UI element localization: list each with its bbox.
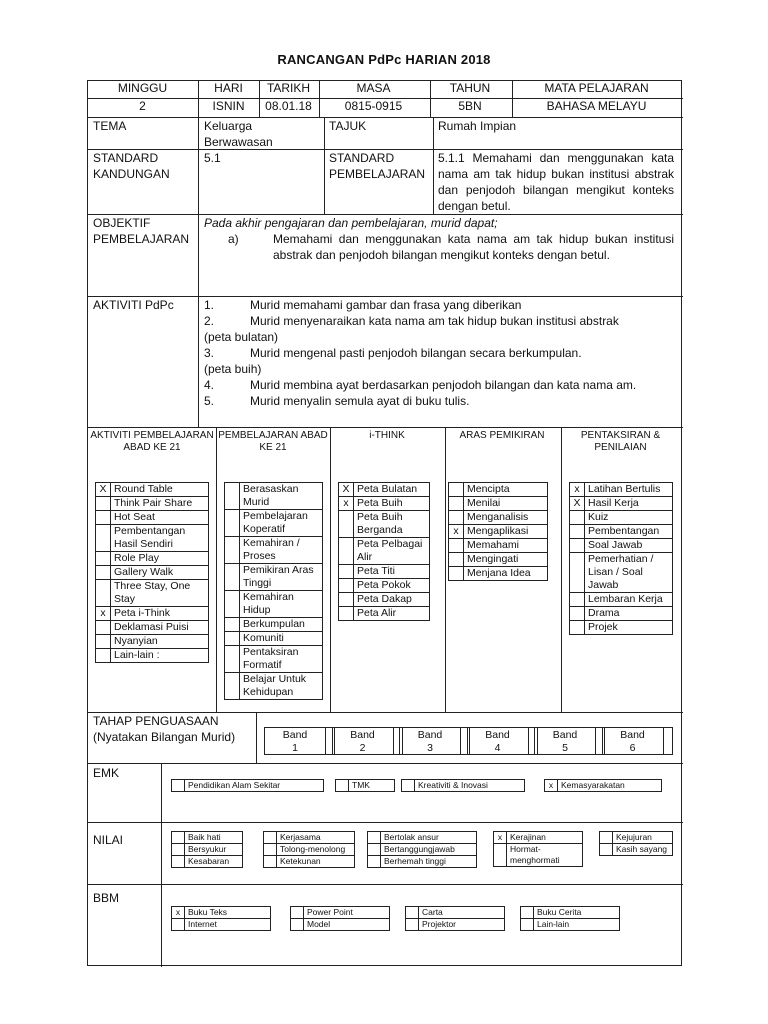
bbm-option-label: Lain-lain — [534, 919, 620, 931]
pentaksiran-row — [570, 525, 673, 539]
pembelajaran-row — [225, 483, 323, 510]
ithink-option-label: Peta Alir — [354, 607, 430, 621]
abad21-option-label: Peta i-Think — [111, 607, 209, 621]
nilai-option-row — [368, 856, 477, 868]
nilai-option-row — [368, 832, 477, 844]
nilai-option-row — [494, 844, 583, 867]
nilai-option-checkbox[interactable] — [264, 844, 277, 856]
ithink-heading: i-THINK — [369, 430, 405, 441]
band-count-box[interactable] — [663, 727, 673, 755]
bbm-option-label: Model — [304, 919, 390, 931]
pembelajaran-checkbox[interactable] — [225, 483, 240, 510]
ithink-row — [339, 593, 430, 607]
pembelajaran-row — [225, 537, 323, 564]
bbm-option-row — [521, 919, 620, 931]
ithink-option-label: Peta Titi — [354, 565, 430, 579]
pentaksiran-row — [570, 511, 673, 525]
pentaksiran-checkbox[interactable] — [570, 525, 585, 539]
nilai-option-label: Bersyukur — [185, 844, 243, 856]
page-title: RANCANGAN PdPc HARIAN 2018 — [277, 52, 491, 67]
pembelajaran-option-label: Belajar Untuk Kehidupan — [240, 673, 323, 700]
aras-option-label: Menjana Idea — [464, 567, 548, 581]
ithink-option-label: Peta Bulatan — [354, 483, 430, 497]
aras-row — [449, 483, 548, 497]
abad21-row — [96, 483, 209, 497]
bbm-option-row — [291, 907, 390, 919]
bbm-option-row — [521, 907, 620, 919]
ithink-checkbox[interactable] — [339, 579, 354, 593]
nilai-option-checkbox[interactable] — [368, 844, 381, 856]
abad21-checkbox[interactable] — [96, 635, 111, 649]
nilai-option-label: Bertolak ansur — [381, 832, 477, 844]
nilai-option-checkbox[interactable] — [600, 832, 613, 844]
pentaksiran-option-label: Pemerhatian / Lisan / Soal Jawab — [585, 553, 673, 593]
emk-option-row — [545, 780, 662, 792]
aras-row — [449, 567, 548, 581]
nilai-option-label: Tolong-menolong — [277, 844, 355, 856]
standard-kandungan-label: STANDARD KANDUNGAN — [93, 151, 170, 181]
value-tarikh: 08.01.18 — [265, 99, 312, 113]
band-label: Band — [485, 729, 510, 741]
aras-heading: ARAS PEMIKIRAN — [459, 430, 545, 441]
nilai-option-row — [172, 856, 243, 868]
pembelajaran-row — [225, 564, 323, 591]
abad21-option-label: Think Pair Share — [111, 497, 209, 511]
ithink-option-label: Peta Buih Berganda — [354, 511, 430, 538]
bbm-label: BBM — [93, 891, 120, 905]
aras-checkbox[interactable] — [449, 539, 464, 553]
abad21-checkbox[interactable] — [96, 511, 111, 525]
bbm-option — [171, 906, 271, 931]
abad21-row — [96, 511, 209, 525]
nilai-option-row — [172, 844, 243, 856]
tema-value: Keluarga Berwawasan — [204, 119, 273, 149]
step-text: Murid menyalin semula ayat di buku tulis. — [250, 394, 470, 408]
aras-checkbox[interactable] — [449, 511, 464, 525]
pembelajaran-checkbox[interactable] — [225, 591, 240, 618]
band-number: 2 — [359, 742, 366, 754]
band-box[interactable] — [332, 727, 394, 755]
aktiviti-step — [204, 297, 678, 313]
emk-option-row — [402, 780, 525, 792]
nilai-option-row — [368, 844, 477, 856]
ithink-row — [339, 579, 430, 593]
bbm-option-checkbox[interactable] — [406, 907, 419, 919]
nilai-option-label: Hormat-menghormati — [507, 844, 583, 867]
aras-row — [449, 497, 548, 511]
bbm-option-checkbox[interactable] — [406, 919, 419, 931]
abad21-checkbox[interactable] — [96, 497, 111, 511]
abad21-row — [96, 607, 209, 621]
ithink-checkbox[interactable]: X — [339, 483, 354, 497]
pentaksiran-checkbox[interactable] — [570, 539, 585, 553]
step-text: Murid mengenal pasti penjodoh bilangan secara berkumpulan. — [250, 346, 582, 360]
nilai-option-label: Ketekunan — [277, 856, 355, 868]
header-mata-pelajaran: MATA PELAJARAN — [544, 81, 649, 95]
nilai-option-row — [264, 832, 355, 844]
pentaksiran-checkbox[interactable] — [570, 553, 585, 593]
aras-option-label: Menganalisis — [464, 511, 548, 525]
pembelajaran-checkbox[interactable] — [225, 510, 240, 537]
ithink-row — [339, 565, 430, 579]
aktiviti-step — [204, 377, 678, 393]
band-number: 4 — [494, 742, 501, 754]
header-masa: MASA — [356, 81, 391, 95]
tajuk-label: TAJUK — [329, 119, 367, 133]
aras-option-label: Memahami — [464, 539, 548, 553]
band-label: Band — [552, 729, 578, 741]
tajuk-value: Rumah Impian — [438, 119, 517, 133]
aras-checkbox[interactable]: x — [449, 525, 464, 539]
objektif-item: Memahami dan menggunakan kata nama am tak hidup bukan institusi abstrak dan penjodoh bilangan mengikut konteks dengan betul. — [273, 232, 674, 262]
aras-checkbox[interactable] — [449, 497, 464, 511]
tahap-sublabel: (Nyatakan Bilangan Murid) — [93, 730, 236, 744]
abad21-checkbox[interactable] — [96, 621, 111, 635]
pentaksiran-option-label: Pembentangan — [585, 525, 673, 539]
step-text: Murid membina ayat berdasarkan penjodoh bilangan dan kata nama am. — [250, 378, 637, 392]
nilai-option-row — [600, 844, 673, 856]
bbm-option-label: Internet — [185, 919, 271, 931]
pentaksiran-row — [570, 621, 673, 635]
bbm-option-label: Buku Cerita — [534, 907, 620, 919]
emk-option-checkbox[interactable] — [402, 780, 415, 792]
nilai-option-checkbox[interactable] — [264, 832, 277, 844]
nilai-option-checkbox[interactable] — [264, 856, 277, 868]
header-tahun: TAHUN — [449, 81, 491, 95]
band-box[interactable] — [534, 727, 596, 755]
ithink-row — [339, 607, 430, 621]
ithink-option-label: Peta Dakap — [354, 593, 430, 607]
abad21-row — [96, 621, 209, 635]
band-box[interactable] — [602, 727, 664, 755]
pembelajaran-checkbox[interactable] — [225, 564, 240, 591]
pentaksiran-row — [570, 553, 673, 593]
value-mata-pelajaran: BAHASA MELAYU — [546, 99, 647, 113]
bbm-option-label: Buku Teks — [185, 907, 271, 919]
pembelajaran-checkbox[interactable] — [225, 632, 240, 646]
pentaksiran-row — [570, 483, 673, 497]
nilai-option — [493, 831, 583, 867]
bbm-option-row — [172, 907, 271, 919]
emk-option-checkbox[interactable] — [172, 780, 185, 792]
abad21-row — [96, 635, 209, 649]
abad21-checkbox[interactable]: x — [96, 607, 111, 621]
pentaksiran-row — [570, 497, 673, 511]
bbm-option — [290, 906, 390, 931]
ithink-checkbox[interactable] — [339, 538, 354, 565]
nilai-option-label: Kerjasama — [277, 832, 355, 844]
emk-option-row — [336, 780, 395, 792]
nilai-option-row — [264, 856, 355, 868]
pentaksiran-checkbox[interactable] — [570, 511, 585, 525]
nilai-option — [171, 831, 243, 868]
ithink-row — [339, 483, 430, 497]
pembelajaran-option-label: Komuniti — [240, 632, 323, 646]
header-minggu: MINGGU — [117, 81, 168, 95]
ithink-option-label: Peta Pokok — [354, 579, 430, 593]
pembelajaran-option-label: Kemahiran / Proses — [240, 537, 323, 564]
band-number: 1 — [292, 742, 298, 754]
abad21-heading: AKTIVITI PEMBELAJARAN ABAD KE 21 — [90, 430, 214, 453]
pembelajaran-checklist — [224, 482, 323, 700]
bbm-option-checkbox[interactable]: x — [172, 907, 185, 919]
abad21-option-label: Nyanyian — [111, 635, 209, 649]
step-number: 4. — [204, 378, 215, 392]
abad21-checkbox[interactable] — [96, 566, 111, 580]
ithink-row — [339, 511, 430, 538]
abad21-checkbox[interactable] — [96, 552, 111, 566]
abad21-checklist — [95, 482, 209, 663]
aktiviti-step — [204, 393, 678, 409]
pentaksiran-option-label: Hasil Kerja — [585, 497, 673, 511]
abad21-checkbox[interactable]: X — [96, 483, 111, 497]
abad21-option-label: Gallery Walk — [111, 566, 209, 580]
emk-option-label: Kreativiti & Inovasi — [415, 780, 525, 792]
emk-option-checkbox[interactable]: x — [545, 780, 558, 792]
nilai-option — [263, 831, 355, 868]
nilai-option-checkbox[interactable] — [368, 832, 381, 844]
emk-option — [401, 779, 525, 792]
bbm-option-label: Carta — [419, 907, 505, 919]
abad21-checkbox[interactable] — [96, 580, 111, 607]
nilai-option — [367, 831, 477, 868]
pentaksiran-row — [570, 607, 673, 621]
aktiviti-steps — [204, 297, 678, 409]
abad21-option-label: Round Table — [111, 483, 209, 497]
band-box[interactable] — [399, 727, 461, 755]
pembelajaran-row — [225, 632, 323, 646]
aras-option-label: Mencipta — [464, 483, 548, 497]
pembelajaran-checkbox[interactable] — [225, 673, 240, 700]
pentaksiran-checkbox[interactable] — [570, 593, 585, 607]
ithink-checkbox[interactable] — [339, 593, 354, 607]
abad21-row — [96, 552, 209, 566]
emk-option-label: TMK — [349, 780, 395, 792]
pentaksiran-checkbox[interactable]: X — [570, 497, 585, 511]
step-number: 3. — [204, 346, 215, 360]
nilai-option-label: Baik hati — [185, 832, 243, 844]
emk-option — [335, 779, 395, 792]
step-note: (peta buih) — [204, 362, 262, 376]
emk-option — [171, 779, 324, 792]
emk-option-row — [172, 780, 324, 792]
step-note: (peta bulatan) — [204, 330, 279, 344]
pentaksiran-option-label: Soal Jawab — [585, 539, 673, 553]
ithink-option-label: Peta Pelbagai Alir — [354, 538, 430, 565]
pembelajaran-option-label: Pemikiran Aras Tinggi — [240, 564, 323, 591]
pembelajaran-row — [225, 510, 323, 537]
value-masa: 0815-0915 — [344, 99, 403, 113]
aras-checklist — [448, 482, 548, 581]
nilai-option-row — [600, 832, 673, 844]
objektif-marker: a) — [228, 232, 239, 246]
nilai-option-checkbox[interactable]: x — [494, 832, 507, 844]
pembelajaran-row — [225, 646, 323, 673]
pentaksiran-checklist — [569, 482, 673, 635]
bbm-option — [520, 906, 620, 931]
bbm-option-checkbox[interactable] — [291, 907, 304, 919]
nilai-label: NILAI — [93, 833, 124, 847]
step-number: 1. — [204, 298, 215, 312]
aktiviti-label: AKTIVITI PdPc — [93, 298, 174, 312]
abad21-option-label: Hot Seat — [111, 511, 209, 525]
nilai-option-label: Berhemah tinggi — [381, 856, 477, 868]
abad21-row — [96, 566, 209, 580]
aras-row — [449, 539, 548, 553]
tahap-label: TAHAP PENGUASAAN — [93, 714, 219, 728]
pentaksiran-checkbox[interactable] — [570, 607, 585, 621]
emk-label: EMK — [93, 766, 120, 780]
nilai-option — [599, 831, 673, 856]
ithink-row — [339, 538, 430, 565]
band-label: Band — [417, 729, 443, 741]
nilai-option-label: Kerajinan — [507, 832, 583, 844]
bbm-option-checkbox[interactable] — [172, 919, 185, 931]
step-number: 5. — [204, 394, 215, 408]
band-box[interactable] — [264, 727, 326, 755]
aras-row — [449, 511, 548, 525]
pentaksiran-option-label: Latihan Bertulis — [585, 483, 673, 497]
aktiviti-step — [204, 313, 678, 329]
aras-option-label: Menilai — [464, 497, 548, 511]
standard-pembelajaran-value: 5.1.1 Memahami dan menggunakan kata nama am tak hidup bukan institusi abstrak dan penjodoh bilangan mengikut konteks dengan betul. — [438, 151, 674, 213]
step-text: Murid memahami gambar dan frasa yang diberikan — [250, 298, 522, 312]
bbm-option-label: Power Point — [304, 907, 390, 919]
ithink-checkbox[interactable] — [339, 511, 354, 538]
emk-option-label: Pendidikan Alam Sekitar — [185, 780, 324, 792]
nilai-option-checkbox[interactable] — [172, 856, 185, 868]
pentaksiran-heading: PENTAKSIRAN & PENILAIAN — [580, 430, 661, 453]
aras-checkbox[interactable] — [449, 483, 464, 497]
pentaksiran-option-label: Kuiz — [585, 511, 673, 525]
aras-option-label: Mengingati — [464, 553, 548, 567]
pembelajaran-option-label: Pembelajaran Koperatif — [240, 510, 323, 537]
tema-label: TEMA — [93, 119, 127, 133]
nilai-option-checkbox[interactable] — [494, 844, 507, 867]
pembelajaran-option-label: Pentaksiran Formatif — [240, 646, 323, 673]
ithink-option-label: Peta Buih — [354, 497, 430, 511]
bbm-option-checkbox[interactable] — [521, 919, 534, 931]
bbm-option-row — [172, 919, 271, 931]
nilai-option-row — [264, 844, 355, 856]
nilai-option-label: Kesabaran — [185, 856, 243, 868]
bbm-option-row — [406, 919, 505, 931]
value-minggu: 2 — [139, 99, 146, 113]
pentaksiran-checkbox[interactable] — [570, 621, 585, 635]
nilai-option-row — [172, 832, 243, 844]
nilai-option-checkbox[interactable] — [172, 844, 185, 856]
emk-option-checkbox[interactable] — [336, 780, 349, 792]
ithink-checkbox[interactable]: x — [339, 497, 354, 511]
abad21-option-label: Deklamasi Puisi — [111, 621, 209, 635]
bbm-option — [405, 906, 505, 931]
pembelajaran-checkbox[interactable] — [225, 618, 240, 632]
standard-kandungan-value: 5.1 — [204, 151, 221, 165]
band-number: 6 — [629, 742, 636, 754]
aras-checkbox[interactable] — [449, 553, 464, 567]
abad21-row — [96, 525, 209, 552]
pentaksiran-checkbox[interactable]: x — [570, 483, 585, 497]
band-label: Band — [620, 729, 645, 741]
emk-option-label: Kemasyarakatan — [558, 780, 662, 792]
band-label: Band — [350, 729, 375, 741]
pembelajaran-heading: PEMBELAJARAN ABAD KE 21 — [218, 430, 328, 453]
abad21-row — [96, 497, 209, 511]
pentaksiran-row — [570, 539, 673, 553]
bbm-option-row — [406, 907, 505, 919]
pembelajaran-option-label: Berasaskan Murid — [240, 483, 323, 510]
abad21-row — [96, 580, 209, 607]
aras-checkbox[interactable] — [449, 567, 464, 581]
bbm-option-checkbox[interactable] — [291, 919, 304, 931]
nilai-option-checkbox[interactable] — [600, 844, 613, 856]
nilai-option-checkbox[interactable] — [172, 832, 185, 844]
band-number: 5 — [562, 742, 568, 754]
pembelajaran-row — [225, 673, 323, 700]
pembelajaran-checkbox[interactable] — [225, 537, 240, 564]
nilai-option-label: Kejujuran — [613, 832, 673, 844]
abad21-checkbox[interactable] — [96, 649, 111, 663]
ithink-checklist — [338, 482, 430, 621]
pentaksiran-row — [570, 593, 673, 607]
standard-pembelajaran-label: STANDARD PEMBELAJARAN — [329, 151, 426, 181]
ithink-checkbox[interactable] — [339, 607, 354, 621]
bbm-option-row — [291, 919, 390, 931]
objektif-label: OBJEKTIF PEMBELAJARAN — [93, 216, 190, 246]
value-hari: ISNIN — [212, 99, 245, 113]
abad21-checkbox[interactable] — [96, 525, 111, 552]
band-number: 3 — [427, 742, 433, 754]
bbm-option-label: Projektor — [419, 919, 505, 931]
nilai-option-checkbox[interactable] — [368, 856, 381, 868]
pembelajaran-option-label: Berkumpulan — [240, 618, 323, 632]
abad21-option-label: Pembentangan Hasil Sendiri — [111, 525, 209, 552]
pentaksiran-option-label: Projek — [585, 621, 673, 635]
emk-option — [544, 779, 662, 792]
header-hari: HARI — [214, 81, 243, 95]
pembelajaran-checkbox[interactable] — [225, 646, 240, 673]
abad21-row — [96, 649, 209, 663]
band-box[interactable] — [467, 727, 529, 755]
step-number: 2. — [204, 314, 215, 328]
header-tarikh: TARIKH — [266, 81, 311, 95]
ithink-row — [339, 497, 430, 511]
abad21-option-label: Lain-lain : — [111, 649, 209, 663]
pembelajaran-row — [225, 618, 323, 632]
aktiviti-step — [204, 345, 678, 361]
abad21-option-label: Role Play — [111, 552, 209, 566]
pembelajaran-option-label: Kemahiran Hidup — [240, 591, 323, 618]
aras-row — [449, 553, 548, 567]
abad21-option-label: Three Stay, One Stay — [111, 580, 209, 607]
aras-row — [449, 525, 548, 539]
value-tahun: 5BN — [458, 99, 482, 113]
pentaksiran-option-label: Drama — [585, 607, 673, 621]
pembelajaran-row — [225, 591, 323, 618]
objektif-intro: Pada akhir pengajaran dan pembelajaran, murid dapat; — [204, 216, 498, 230]
ithink-checkbox[interactable] — [339, 565, 354, 579]
bbm-option-checkbox[interactable] — [521, 907, 534, 919]
nilai-option-row — [494, 832, 583, 844]
aras-option-label: Mengaplikasi — [464, 525, 548, 539]
pentaksiran-option-label: Lembaran Kerja — [585, 593, 673, 607]
nilai-option-label: Bertanggungjawab — [381, 844, 477, 856]
step-text: Murid menyenaraikan kata nama am tak hidup bukan institusi abstrak — [250, 314, 619, 328]
nilai-option-label: Kasih sayang — [613, 844, 673, 856]
band-label: Band — [282, 729, 308, 741]
